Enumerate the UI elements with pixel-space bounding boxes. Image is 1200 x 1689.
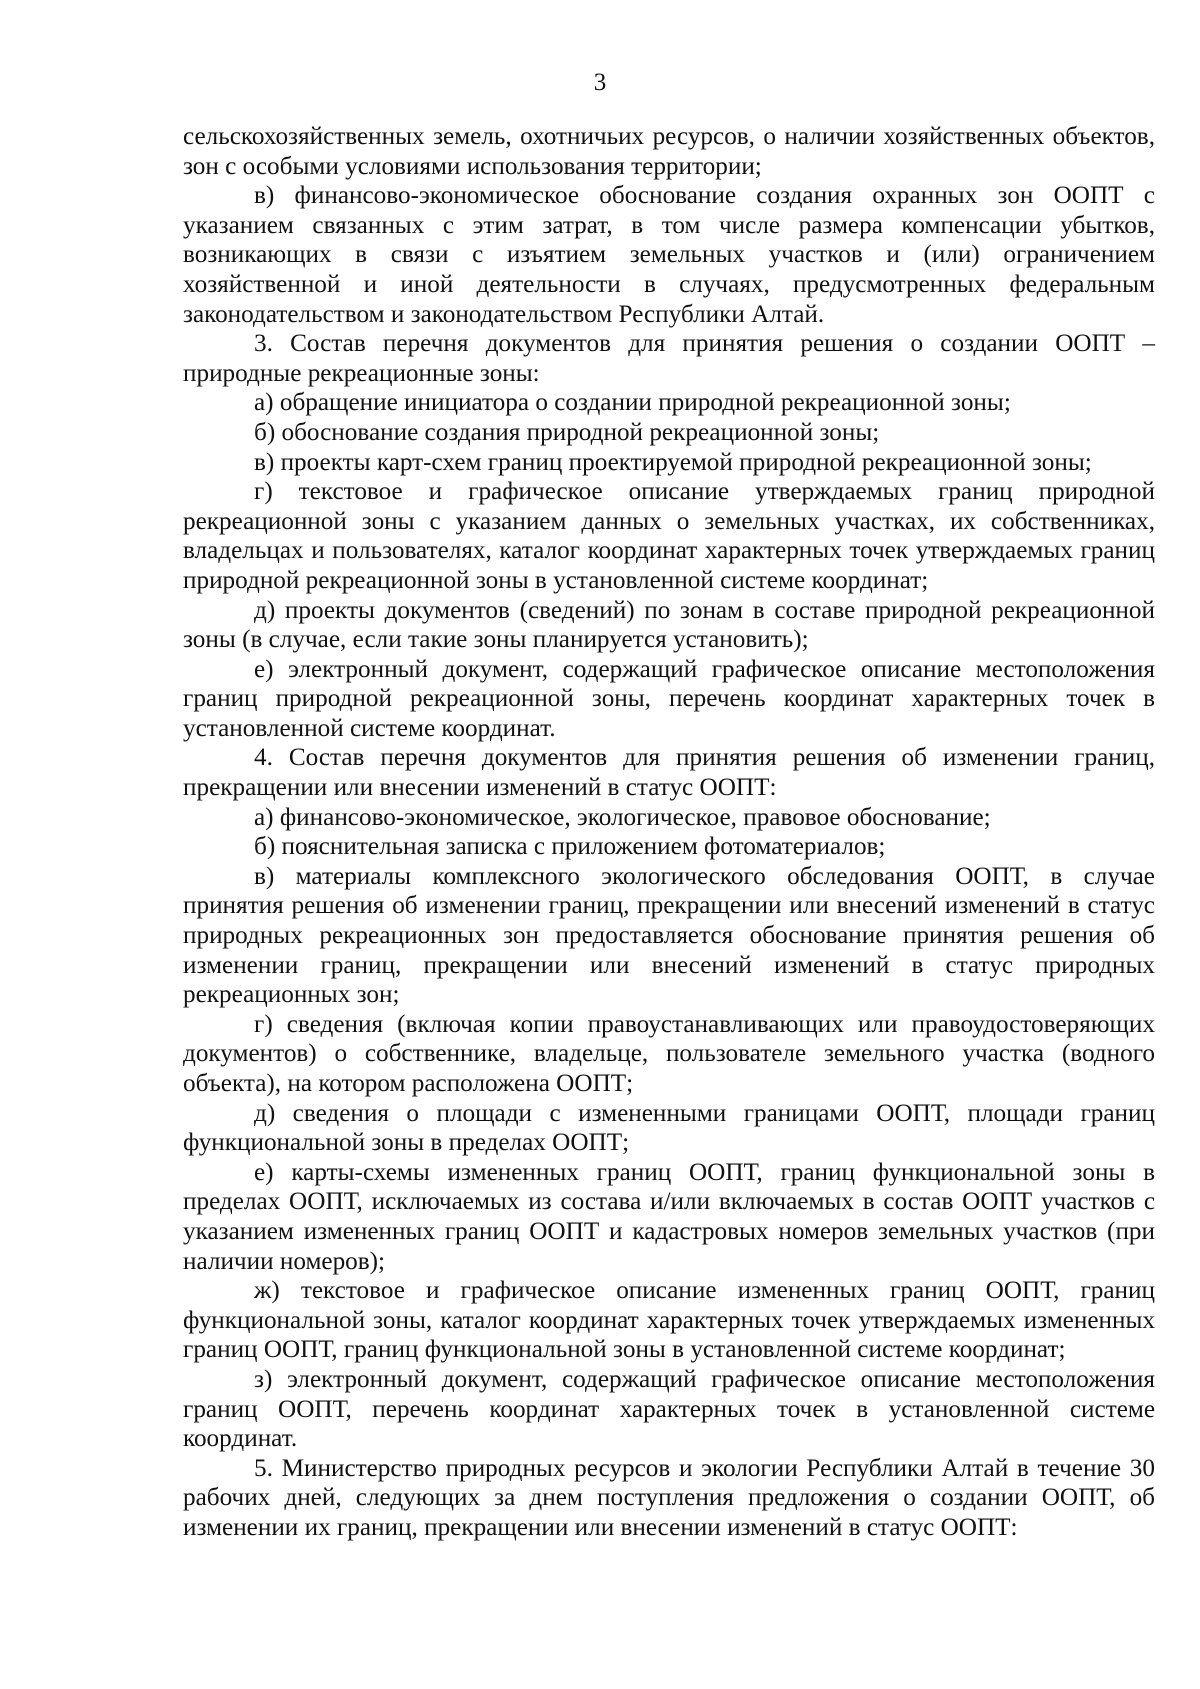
paragraph-4v: в) материалы комплексного экологического обследования ООПТ, в случае принятия решения об изменении границ, прекращении или внесений изменений в статус природных рекреационных зон предоставляется обоснование принятия решения об изменении границ, прекращении или внесений изменений в статус природных рекреационных зон; [183,862,1155,1009]
paragraph-section-3: 3. Состав перечня документов для принятия решения о создании ООПТ – природные рекреационные зоны: [183,330,1155,387]
paragraph-section-4: 4. Состав перечня документов для принятия решения об изменении границ, прекращении или внесении изменений в статус ООПТ: [183,744,1155,802]
paragraph-section-5: 5. Министерство природных ресурсов и экологии Республики Алтай в течение 30 рабочих дней, следующих за днем поступления предложения о создании ООПТ, об изменении их границ, прекращении или внесении изменений в статус ООПТ: [183,1454,1155,1541]
document-body [183,122,1155,1543]
paragraph-2v: в) финансово-экономическое обоснование создания охранных зон ООПТ с указанием связанных с этим затрат, в том числе размера компенсации убытков, возникающих в связи с изъятием земельных участков и (или) ограничением хозяйственной и иной деятельности в случаях, предусмотренных федеральным законодательством и законодательством Республики Алтай. [183,182,1155,328]
paragraph-4z: з) электронный документ, содержащий графическое описание местоположения границ ООПТ, перечень координат характерных точек в установленной системе координат. [183,1365,1155,1453]
paragraph-3d: д) проекты документов (сведений) по зонам в составе природной рекреационной зоны (в случае, если такие зоны планируется установить); [183,596,1155,654]
paragraph-4e: е) карты-схемы измененных границ ООПТ, границ функциональной зоны в пределах ООПТ, исключаемых из состава и/или включаемых в состав ООПТ участков с указанием измененных границ ООПТ и кадастровых номеров земельных участков (при наличии номеров); [183,1158,1155,1275]
paragraph-4b: б) пояснительная записка с приложением фотоматериалов; [254,833,886,861]
paragraph-4g: г) сведения (включая копии правоустанавливающих или правоудостоверяющих документов) о собственнике, владельце, пользователе земельного участка (водного объекта), на котором расположена ООПТ; [183,1010,1155,1097]
paragraph-4a: а) финансово-экономическое, экологическое, правовое обоснование; [254,803,991,831]
paragraph-3g: г) текстовое и графическое описание утверждаемых границ природной рекреационной зоны с указанием данных о земельных участках, их собственниках, владельцах и пользователях, каталог координат характерных точек утверждаемых границ природной рекреационной зоны в установленной системе координат; [183,478,1155,594]
paragraph-4zh: ж) текстовое и графическое описание измененных границ ООПТ, границ функциональной зоны, каталог координат характерных точек утверждаемых измененных границ ООПТ, границ функциональной зоны в установленной системе координат; [183,1277,1155,1364]
paragraph-3v: в) проекты карт-схем границ проектируемой природной рекреационной зоны; [254,448,1092,476]
paragraph-3a: а) обращение инициатора о создании природной рекреационной зоны; [254,389,1011,417]
paragraph-continuation: сельскохозяйственных земель, охотничьих ресурсов, о наличии хозяйственных объектов, зон с особыми условиями использования территории; [183,123,1155,180]
paragraph-3b: б) обоснование создания природной рекреационной зоны; [254,418,880,446]
paragraph-4d: д) сведения о площади с измененными границами ООПТ, площади границ функциональной зоны в пределах ООПТ; [183,1099,1155,1157]
page-number: 3 [593,69,607,96]
paragraph-3e: е) электронный документ, содержащий графическое описание местоположения границ природной рекреационной зоны, перечень координат характерных точек в установленной системе координат. [183,655,1155,742]
